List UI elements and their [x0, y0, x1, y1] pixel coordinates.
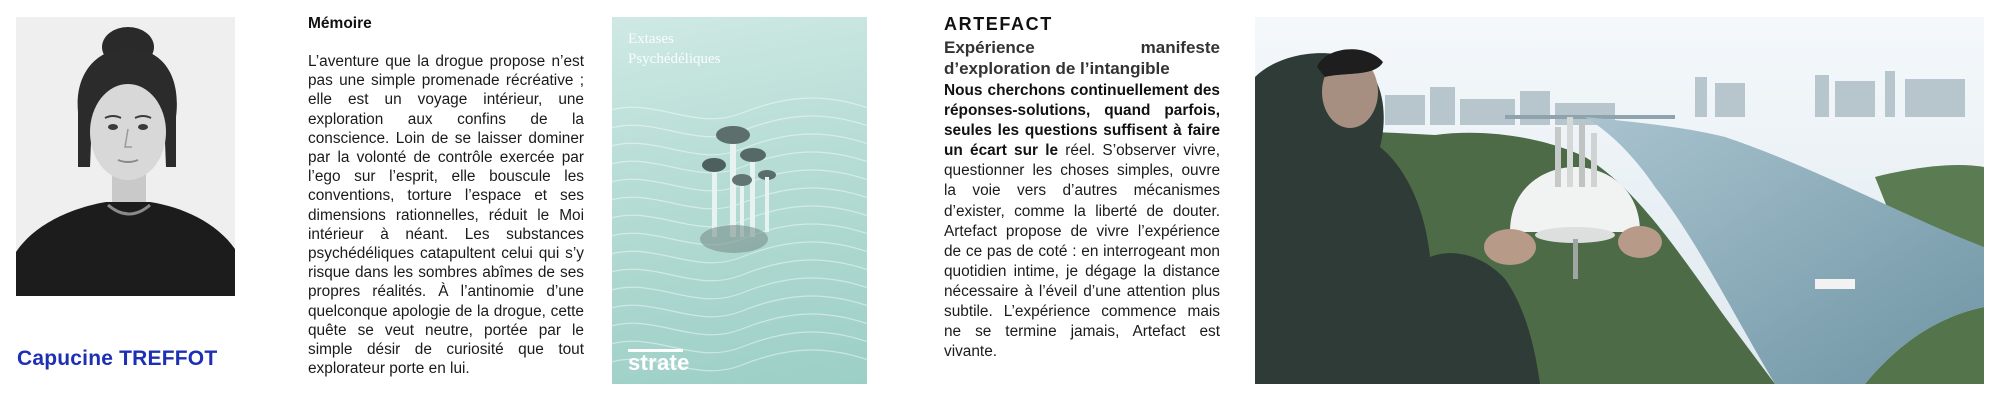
artefact-photo	[1255, 17, 1984, 384]
artefact-heading: ARTEFACT	[944, 14, 1053, 34]
portrait-illustration	[16, 17, 235, 296]
artefact-body-text	[944, 81, 1220, 362]
cover-brand-logo: strate	[628, 350, 690, 375]
mushroom-cluster-illustration	[700, 126, 776, 253]
wave-pattern-illustration	[612, 17, 867, 384]
cover-title: Extases Psychédéliques	[628, 31, 721, 67]
artefact-intro-text: Nous cherchons continuellement des réponses-solutions, quand parfois, seules les questions suffisent à faire un écart sur le	[944, 82, 1220, 160]
city-river-photo-illustration	[1255, 17, 1984, 384]
author-name: Capucine TREFFOT	[17, 347, 218, 370]
memoire-heading: Mémoire	[308, 15, 372, 32]
author-portrait	[16, 17, 235, 296]
artefact-body-rest: réel. S’observer vivre, questionner les choses simples, ouvre la voie vers d’autres mécanismes d’exister, comme la liberté de douter. Artefact propose de vivre l’expérience de ce pas de coté : en interrogeant mon quotidien intime, je dégage la distance nécessaire à l’éveil d’une attention plus subtile. L’expérience commence mais ne se termine jamais, Artefact est vivante.	[944, 142, 1220, 361]
book-cover-image	[612, 17, 867, 384]
artefact-subtitle: Expérience manifeste d’exploration de l’intangible	[944, 38, 1220, 78]
memoire-body-text: L’aventure que la drogue propose n’est pas une simple promenade récréative ; elle est un voyage intérieur, une exploration aux confins de la conscience. Loin de se laisser dominer par la volonté de contrôle exercée par l’ego sur l’esprit, elle bouscule les conventions, torture l’espace et ses dimensions rationnelles, réduit le Moi intérieur à néant. Les substances psychédéliques catapultent celui qui s’y risque dans les sombres abîmes de ses propres réalités. À l’antinomie d’une quelconque apologie de la drogue, cette quête se veut neutre, portée par le simple désir de curiosité que tout explorateur porte en lui.	[308, 53, 584, 378]
